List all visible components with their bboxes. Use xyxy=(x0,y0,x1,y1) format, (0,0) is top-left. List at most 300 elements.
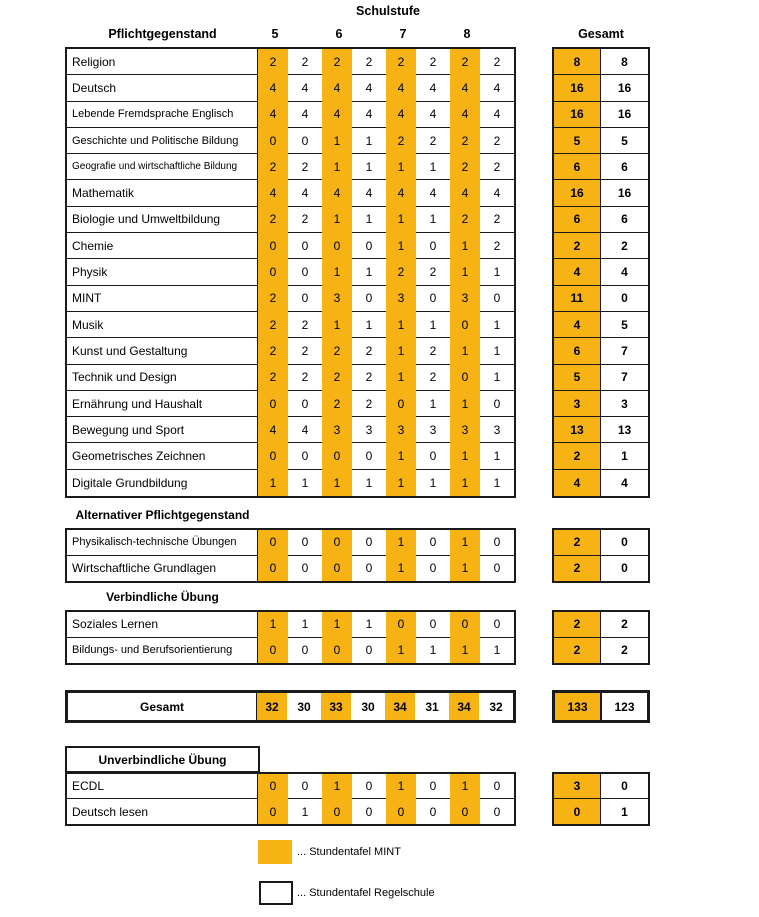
unverb-section-header: Unverbindliche Übung xyxy=(65,746,260,773)
row-label: Deutsch xyxy=(67,75,258,101)
mint-value-cell: 1 xyxy=(322,312,352,338)
regelschule-value-cell: 30 xyxy=(351,693,385,720)
total-row-table xyxy=(65,690,516,723)
regelschule-value-cell: 1 xyxy=(480,470,514,496)
gesamt-row xyxy=(554,207,648,233)
gesamt-mint-cell: 16 xyxy=(554,75,601,101)
mint-value-cell: 1 xyxy=(386,470,416,496)
mint-value-cell: 2 xyxy=(386,128,416,154)
mint-value-cell: 1 xyxy=(386,774,416,799)
regelschule-value-cell: 1 xyxy=(288,470,322,496)
gesamt-row xyxy=(554,75,648,101)
mint-value-cell: 0 xyxy=(258,391,288,417)
table-row xyxy=(67,180,514,206)
mint-value-cell: 1 xyxy=(450,259,480,285)
row-label: Lebende Fremdsprache Englisch xyxy=(67,102,258,128)
regelschule-value-cell: 4 xyxy=(416,75,450,101)
gesamt-mint-cell: 5 xyxy=(554,365,601,391)
gesamt-row xyxy=(554,530,648,556)
mint-value-cell: 1 xyxy=(450,233,480,259)
gesamt-mint-cell: 3 xyxy=(554,391,601,417)
mint-value-cell: 1 xyxy=(322,154,352,180)
regelschule-value-cell: 1 xyxy=(480,365,514,391)
mint-value-cell: 3 xyxy=(322,417,352,443)
mint-value-cell: 4 xyxy=(258,75,288,101)
table-row xyxy=(67,102,514,128)
regelschule-value-cell: 4 xyxy=(288,75,322,101)
gesamt-regelschule-cell: 8 xyxy=(601,49,648,75)
regelschule-value-cell: 1 xyxy=(352,312,386,338)
gesamt-row xyxy=(554,286,648,312)
mint-value-cell: 1 xyxy=(258,612,288,638)
gesamt-regelschule-cell: 1 xyxy=(601,799,648,824)
gesamt-regelschule-cell: 0 xyxy=(601,286,648,312)
mint-value-cell: 1 xyxy=(386,154,416,180)
mint-value-cell: 0 xyxy=(258,556,288,582)
gesamt-mint-cell: 13 xyxy=(554,417,601,443)
regelschule-value-cell: 0 xyxy=(416,799,450,824)
mint-value-cell: 1 xyxy=(322,612,352,638)
row-label: Bewegung und Sport xyxy=(67,417,258,443)
row-label: Musik xyxy=(67,312,258,338)
gesamt-row xyxy=(554,102,648,128)
row-label: ECDL xyxy=(67,774,258,799)
regelschule-value-cell: 0 xyxy=(416,530,450,556)
regelschule-value-cell: 0 xyxy=(352,530,386,556)
table-row xyxy=(67,49,514,75)
mint-value-cell: 3 xyxy=(450,417,480,443)
gesamt-row xyxy=(554,774,648,799)
regelschule-value-cell: 1 xyxy=(480,443,514,469)
gesamt-regelschule-cell: 0 xyxy=(601,530,648,556)
regelschule-value-cell: 1 xyxy=(480,259,514,285)
gesamt-mint-cell: 4 xyxy=(554,259,601,285)
regelschule-value-cell: 2 xyxy=(352,391,386,417)
gesamt-mint-cell: 3 xyxy=(554,774,601,799)
mint-value-cell: 1 xyxy=(322,774,352,799)
table-row xyxy=(67,774,514,799)
mint-value-cell: 0 xyxy=(450,799,480,824)
row-label: Geschichte und Politische Bildung xyxy=(67,128,258,154)
table-row xyxy=(67,207,514,233)
row-label: Geometrisches Zeichnen xyxy=(67,443,258,469)
regelschule-value-cell: 2 xyxy=(288,49,322,75)
legend-mint-label: ... Stundentafel MINT xyxy=(297,846,401,858)
mint-value-cell: 0 xyxy=(450,612,480,638)
mint-value-cell: 0 xyxy=(386,799,416,824)
mint-value-cell: 1 xyxy=(450,391,480,417)
gesamt-mint-cell: 6 xyxy=(554,207,601,233)
regelschule-value-cell: 2 xyxy=(288,312,322,338)
gesamt-mint-cell: 2 xyxy=(554,530,601,556)
mint-value-cell: 2 xyxy=(322,365,352,391)
gesamt-row xyxy=(554,49,648,75)
row-label: Physikalisch-technische Übungen xyxy=(67,530,258,556)
regelschule-value-cell: 1 xyxy=(352,128,386,154)
mint-value-cell: 4 xyxy=(450,75,480,101)
gesamt-row xyxy=(554,799,648,824)
regelschule-value-cell: 0 xyxy=(352,443,386,469)
grade-7-header: 7 xyxy=(399,26,407,41)
regelschule-value-cell: 2 xyxy=(480,233,514,259)
legend-mint-swatch xyxy=(258,840,292,864)
table-row xyxy=(67,154,514,180)
gesamt-mint-cell: 8 xyxy=(554,49,601,75)
regelschule-value-cell: 0 xyxy=(288,774,322,799)
mint-value-cell: 1 xyxy=(386,556,416,582)
regelschule-value-cell: 4 xyxy=(352,102,386,128)
regelschule-value-cell: 0 xyxy=(416,233,450,259)
mint-value-cell: 0 xyxy=(322,443,352,469)
row-label: Gesamt xyxy=(68,693,257,720)
gesamt-row xyxy=(554,154,648,180)
gesamt-regelschule-cell: 16 xyxy=(601,102,648,128)
mint-value-cell: 0 xyxy=(450,312,480,338)
regelschule-value-cell: 4 xyxy=(288,417,322,443)
row-label: Ernährung und Haushalt xyxy=(67,391,258,417)
regelschule-value-cell: 32 xyxy=(479,693,513,720)
table-row xyxy=(67,417,514,443)
mint-value-cell: 1 xyxy=(450,530,480,556)
regelschule-value-cell: 0 xyxy=(352,233,386,259)
table-row xyxy=(67,799,514,824)
regelschule-value-cell: 0 xyxy=(480,530,514,556)
regelschule-value-cell: 0 xyxy=(480,612,514,638)
mint-value-cell: 1 xyxy=(386,443,416,469)
regelschule-value-cell: 2 xyxy=(480,49,514,75)
gesamt-regelschule-cell: 6 xyxy=(601,207,648,233)
row-label: Technik und Design xyxy=(67,365,258,391)
gesamt-row xyxy=(554,638,648,664)
verb-gesamt-table xyxy=(552,610,650,665)
regelschule-value-cell: 3 xyxy=(416,417,450,443)
gesamt-regelschule-cell: 2 xyxy=(601,233,648,259)
grade-6-header: 6 xyxy=(335,26,343,41)
gesamt-regelschule-cell: 4 xyxy=(601,259,648,285)
mint-value-cell: 1 xyxy=(386,312,416,338)
legend-regelschule-label: ... Stundentafel Regelschule xyxy=(297,887,435,899)
mint-value-cell: 2 xyxy=(322,391,352,417)
grade-5-header: 5 xyxy=(271,26,279,41)
regelschule-value-cell: 1 xyxy=(416,207,450,233)
regelschule-value-cell: 0 xyxy=(288,233,322,259)
regelschule-value-cell: 2 xyxy=(352,49,386,75)
gesamt-regelschule-cell: 6 xyxy=(601,154,648,180)
mint-value-cell: 0 xyxy=(258,774,288,799)
regelschule-value-cell: 3 xyxy=(352,417,386,443)
regelschule-value-cell: 4 xyxy=(288,180,322,206)
regelschule-value-cell: 2 xyxy=(480,128,514,154)
gesamt-regelschule-cell: 13 xyxy=(601,417,648,443)
regelschule-value-cell: 1 xyxy=(416,391,450,417)
verb-section-header: Verbindliche Übung xyxy=(106,590,219,604)
regelschule-value-cell: 2 xyxy=(288,365,322,391)
regelschule-value-cell: 30 xyxy=(287,693,321,720)
gesamt-mint-cell: 133 xyxy=(555,693,602,720)
mint-value-cell: 2 xyxy=(258,207,288,233)
regelschule-value-cell: 4 xyxy=(352,180,386,206)
mint-value-cell: 4 xyxy=(386,102,416,128)
mint-value-cell: 1 xyxy=(386,207,416,233)
regelschule-value-cell: 1 xyxy=(416,154,450,180)
mint-value-cell: 4 xyxy=(258,102,288,128)
row-label: Deutsch lesen xyxy=(67,799,258,824)
mint-value-cell: 1 xyxy=(258,470,288,496)
regelschule-value-cell: 0 xyxy=(480,286,514,312)
gesamt-mint-cell: 6 xyxy=(554,154,601,180)
regelschule-value-cell: 0 xyxy=(480,799,514,824)
mint-value-cell: 1 xyxy=(386,365,416,391)
mint-value-cell: 3 xyxy=(322,286,352,312)
gesamt-mint-cell: 4 xyxy=(554,470,601,496)
mint-value-cell: 2 xyxy=(450,49,480,75)
table-row xyxy=(67,470,514,496)
row-label: Soziales Lernen xyxy=(67,612,258,638)
row-label: Wirtschaftliche Grundlagen xyxy=(67,556,258,582)
mint-value-cell: 34 xyxy=(449,693,479,720)
row-label: Chemie xyxy=(67,233,258,259)
mint-value-cell: 4 xyxy=(386,180,416,206)
gesamt-row xyxy=(554,233,648,259)
mint-value-cell: 2 xyxy=(450,128,480,154)
gesamt-mint-cell: 16 xyxy=(554,102,601,128)
gesamt-mint-cell: 0 xyxy=(554,799,601,824)
mint-value-cell: 4 xyxy=(450,102,480,128)
regelschule-value-cell: 2 xyxy=(288,207,322,233)
regelschule-value-cell: 2 xyxy=(416,259,450,285)
gesamt-regelschule-cell: 2 xyxy=(601,638,648,664)
table-row xyxy=(67,312,514,338)
regelschule-value-cell: 0 xyxy=(352,799,386,824)
regelschule-value-cell: 1 xyxy=(288,799,322,824)
mint-value-cell: 33 xyxy=(321,693,351,720)
mint-value-cell: 34 xyxy=(385,693,415,720)
regelschule-value-cell: 0 xyxy=(416,556,450,582)
gesamt-mint-cell: 2 xyxy=(554,556,601,582)
gesamt-row xyxy=(555,693,647,720)
mint-value-cell: 2 xyxy=(322,338,352,364)
regelschule-value-cell: 2 xyxy=(480,207,514,233)
mint-value-cell: 1 xyxy=(386,338,416,364)
mint-value-cell: 2 xyxy=(322,49,352,75)
gesamt-row xyxy=(554,470,648,496)
regelschule-value-cell: 2 xyxy=(288,154,322,180)
table-row xyxy=(67,128,514,154)
gesamt-regelschule-cell: 16 xyxy=(601,75,648,101)
gesamt-regelschule-cell: 0 xyxy=(601,556,648,582)
alt-gesamt-table xyxy=(552,528,650,583)
table-row xyxy=(67,338,514,364)
gesamt-regelschule-cell: 1 xyxy=(601,443,648,469)
table-row xyxy=(67,259,514,285)
regelschule-value-cell: 0 xyxy=(288,556,322,582)
regelschule-value-cell: 2 xyxy=(416,365,450,391)
row-label: Biologie und Umweltbildung xyxy=(67,207,258,233)
regelschule-value-cell: 0 xyxy=(416,612,450,638)
gesamt-regelschule-cell: 3 xyxy=(601,391,648,417)
mint-value-cell: 2 xyxy=(258,154,288,180)
mint-value-cell: 0 xyxy=(258,530,288,556)
gesamt-regelschule-cell: 2 xyxy=(601,612,648,638)
regelschule-value-cell: 31 xyxy=(415,693,449,720)
mint-value-cell: 3 xyxy=(450,286,480,312)
table-row xyxy=(67,530,514,556)
regelschule-value-cell: 0 xyxy=(288,391,322,417)
mint-value-cell: 0 xyxy=(386,612,416,638)
mint-value-cell: 4 xyxy=(450,180,480,206)
gesamt-row xyxy=(554,612,648,638)
table-row xyxy=(67,75,514,101)
mint-value-cell: 2 xyxy=(258,49,288,75)
main-table xyxy=(65,47,516,498)
gesamt-mint-cell: 2 xyxy=(554,233,601,259)
regelschule-value-cell: 0 xyxy=(416,286,450,312)
regelschule-value-cell: 0 xyxy=(352,774,386,799)
mint-value-cell: 0 xyxy=(258,259,288,285)
mint-value-cell: 1 xyxy=(322,259,352,285)
regelschule-value-cell: 2 xyxy=(416,128,450,154)
gesamt-row xyxy=(554,312,648,338)
gesamt-row xyxy=(554,556,648,582)
gesamt-mint-cell: 2 xyxy=(554,612,601,638)
mint-value-cell: 1 xyxy=(450,338,480,364)
mint-value-cell: 2 xyxy=(258,365,288,391)
regelschule-value-cell: 0 xyxy=(288,638,322,664)
gesamt-row xyxy=(554,417,648,443)
regelschule-value-cell: 0 xyxy=(416,443,450,469)
alt-table xyxy=(65,528,516,583)
row-label: Digitale Grundbildung xyxy=(67,470,258,496)
mint-value-cell: 0 xyxy=(386,391,416,417)
mint-value-cell: 0 xyxy=(322,799,352,824)
regelschule-value-cell: 0 xyxy=(480,391,514,417)
mint-value-cell: 1 xyxy=(450,774,480,799)
regelschule-value-cell: 1 xyxy=(480,638,514,664)
table-row xyxy=(67,443,514,469)
mint-value-cell: 2 xyxy=(258,338,288,364)
mint-value-cell: 1 xyxy=(450,470,480,496)
gesamt-regelschule-cell: 7 xyxy=(601,338,648,364)
gesamt-regelschule-cell: 123 xyxy=(602,693,647,720)
regelschule-value-cell: 2 xyxy=(480,154,514,180)
regelschule-value-cell: 0 xyxy=(352,286,386,312)
mint-value-cell: 4 xyxy=(386,75,416,101)
regelschule-value-cell: 1 xyxy=(416,470,450,496)
row-label: Physik xyxy=(67,259,258,285)
regelschule-value-cell: 0 xyxy=(352,556,386,582)
mint-value-cell: 3 xyxy=(386,417,416,443)
regelschule-value-cell: 1 xyxy=(480,312,514,338)
page-title: Schulstufe xyxy=(356,3,420,18)
row-label: Mathematik xyxy=(67,180,258,206)
mint-value-cell: 1 xyxy=(450,556,480,582)
total-gesamt-table xyxy=(552,690,650,723)
regelschule-value-cell: 1 xyxy=(352,207,386,233)
gesamt-row xyxy=(554,180,648,206)
regelschule-value-cell: 0 xyxy=(288,259,322,285)
alt-section-header: Alternativer Pflichtgegenstand xyxy=(75,508,250,522)
mint-value-cell: 4 xyxy=(322,102,352,128)
regelschule-value-cell: 1 xyxy=(352,259,386,285)
mint-value-cell: 1 xyxy=(386,233,416,259)
regelschule-value-cell: 1 xyxy=(416,312,450,338)
regelschule-value-cell: 0 xyxy=(288,443,322,469)
table-row xyxy=(68,693,513,720)
regelschule-value-cell: 1 xyxy=(416,638,450,664)
table-row xyxy=(67,612,514,638)
verb-table xyxy=(65,610,516,665)
row-label: Bildungs- und Berufsorientierung xyxy=(67,638,258,664)
gesamt-row xyxy=(554,338,648,364)
table-row xyxy=(67,556,514,582)
gesamt-mint-cell: 5 xyxy=(554,128,601,154)
regelschule-value-cell: 2 xyxy=(416,49,450,75)
mint-value-cell: 0 xyxy=(258,128,288,154)
mint-value-cell: 0 xyxy=(322,530,352,556)
gesamt-mint-cell: 2 xyxy=(554,443,601,469)
regelschule-value-cell: 0 xyxy=(416,774,450,799)
mint-value-cell: 2 xyxy=(450,207,480,233)
mint-value-cell: 1 xyxy=(386,530,416,556)
mint-value-cell: 1 xyxy=(322,128,352,154)
table-row xyxy=(67,638,514,664)
regelschule-value-cell: 1 xyxy=(352,612,386,638)
mint-value-cell: 0 xyxy=(450,365,480,391)
regelschule-value-cell: 2 xyxy=(288,338,322,364)
table-row xyxy=(67,365,514,391)
regelschule-value-cell: 4 xyxy=(288,102,322,128)
gesamt-mint-cell: 4 xyxy=(554,312,601,338)
mint-value-cell: 4 xyxy=(258,417,288,443)
mint-value-cell: 1 xyxy=(322,207,352,233)
table-row xyxy=(67,233,514,259)
mint-value-cell: 0 xyxy=(258,233,288,259)
row-label: Geografie und wirtschaftliche Bildung xyxy=(67,154,258,180)
mint-value-cell: 2 xyxy=(258,312,288,338)
mint-value-cell: 0 xyxy=(258,443,288,469)
mint-value-cell: 0 xyxy=(322,233,352,259)
regelschule-value-cell: 4 xyxy=(416,102,450,128)
gesamt-row xyxy=(554,443,648,469)
subject-column-header: Pflichtgegenstand xyxy=(108,26,217,41)
mint-value-cell: 0 xyxy=(258,799,288,824)
unverb-gesamt-table xyxy=(552,772,650,826)
regelschule-value-cell: 2 xyxy=(416,338,450,364)
regelschule-value-cell: 4 xyxy=(480,75,514,101)
gesamt-row xyxy=(554,365,648,391)
mint-value-cell: 0 xyxy=(322,638,352,664)
regelschule-value-cell: 0 xyxy=(288,128,322,154)
table-row xyxy=(67,286,514,312)
regelschule-value-cell: 0 xyxy=(480,556,514,582)
mint-value-cell: 1 xyxy=(450,443,480,469)
gesamt-row xyxy=(554,259,648,285)
gesamt-regelschule-cell: 4 xyxy=(601,470,648,496)
gesamt-mint-cell: 2 xyxy=(554,638,601,664)
regelschule-value-cell: 2 xyxy=(352,365,386,391)
mint-value-cell: 1 xyxy=(322,470,352,496)
regelschule-value-cell: 1 xyxy=(352,470,386,496)
gesamt-regelschule-cell: 7 xyxy=(601,365,648,391)
legend-regelschule-swatch xyxy=(259,881,293,905)
mint-value-cell: 2 xyxy=(258,286,288,312)
gesamt-regelschule-cell: 5 xyxy=(601,128,648,154)
regelschule-value-cell: 0 xyxy=(480,774,514,799)
mint-value-cell: 4 xyxy=(258,180,288,206)
regelschule-value-cell: 1 xyxy=(352,154,386,180)
gesamt-column-header: Gesamt xyxy=(578,26,624,41)
row-label: MINT xyxy=(67,286,258,312)
